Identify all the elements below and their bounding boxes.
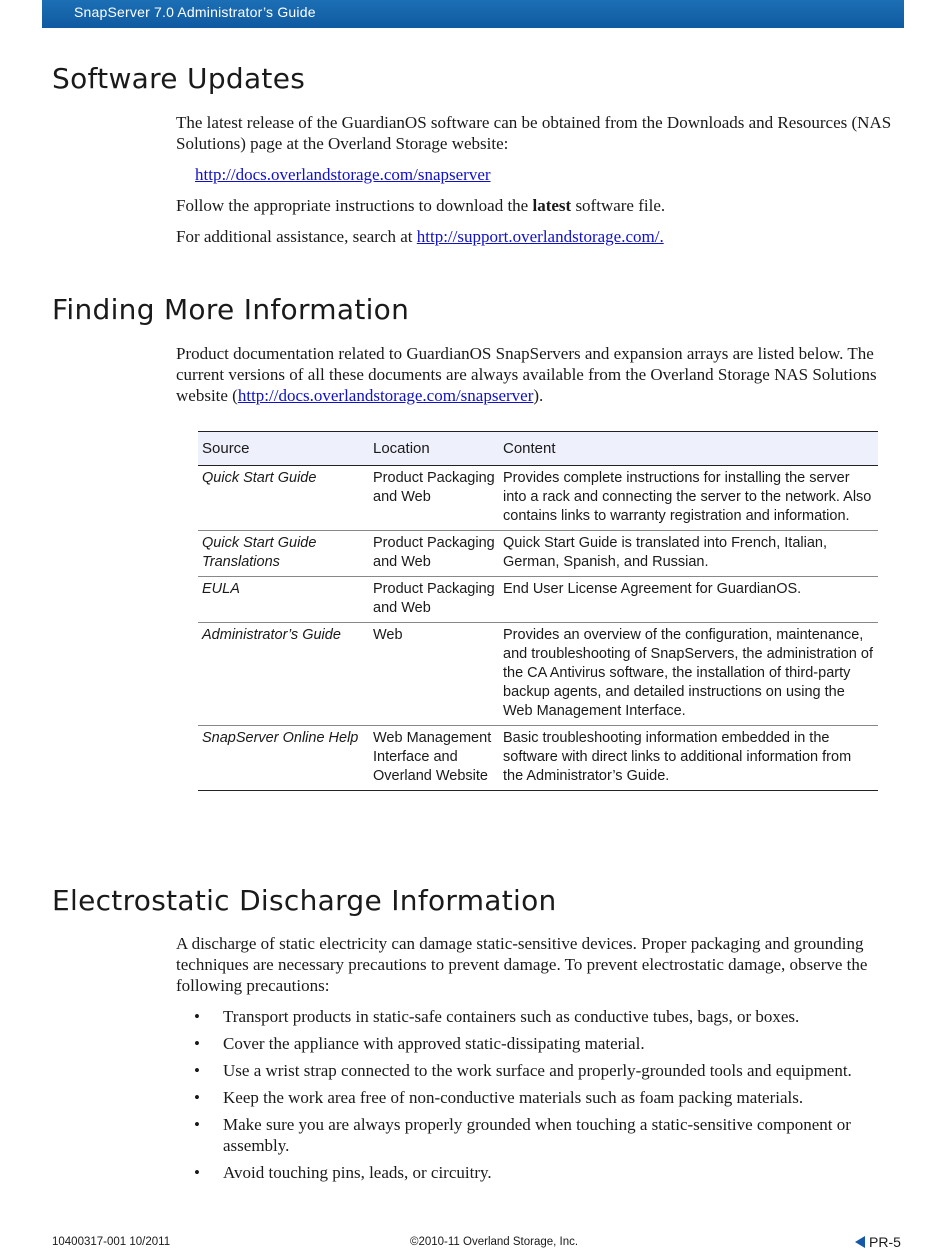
list-item-text: Make sure you are always properly grounded when touching a static-sensitive component or assembly. — [223, 1115, 851, 1155]
list-item-text: Cover the appliance with approved static-dissipating material. — [223, 1034, 645, 1053]
download-text-1: Follow the appropriate instructions to download the — [176, 196, 533, 215]
list-item-text: Use a wrist strap connected to the work surface and properly-grounded tools and equipment. — [223, 1061, 852, 1080]
document-title: SnapServer 7.0 Administrator’s Guide — [74, 4, 316, 20]
download-text-bold: latest — [532, 196, 572, 215]
table-row — [198, 531, 878, 577]
heading-finding-more-information: Finding More Information — [52, 293, 410, 326]
list-item — [176, 1060, 906, 1081]
list-item-text: Keep the work area free of non-conductive materials such as foam packing materials. — [223, 1088, 804, 1107]
table-cell-content: Provides an overview of the configuration, maintenance, and troubleshooting of SnapServers, the administration of the CA Antivirus software, the installation of third-party backup agents, and detailed instructions on using the Web Management Interface. — [499, 623, 878, 726]
header-bar — [42, 0, 904, 28]
list-item — [176, 1087, 906, 1108]
list-item — [176, 1033, 906, 1054]
table-cell-location: Web — [369, 623, 499, 726]
list-item — [176, 1006, 906, 1027]
table-cell-location: Web Management Interface and Overland Website — [369, 726, 499, 791]
heading-electrostatic-discharge: Electrostatic Discharge Information — [52, 884, 557, 917]
table-cell-location: Product Packaging and Web — [369, 466, 499, 531]
table-cell-source: SnapServer Online Help — [198, 726, 369, 791]
page-number: PR-5 — [869, 1234, 901, 1250]
previous-page-icon[interactable] — [855, 1236, 865, 1248]
table-row — [198, 577, 878, 623]
list-item — [176, 1114, 906, 1156]
column-header-source: Source — [198, 432, 369, 466]
software-updates-paragraph: The latest release of the GuardianOS software can be obtained from the Downloads and Resources (NAS Solutions) page at the Overland Storage website: — [176, 113, 892, 153]
footer-page-nav[interactable] — [855, 1234, 901, 1250]
table-cell-source: EULA — [198, 577, 369, 623]
table-cell-content: Basic troubleshooting information embedded in the software with direct links to additional information from the Administrator’s Guide. — [499, 726, 878, 791]
download-instructions — [176, 195, 898, 216]
table-cell-source: Administrator’s Guide — [198, 623, 369, 726]
esd-paragraph: A discharge of static electricity can damage static-sensitive devices. Proper packaging and grounding techniques are necessary precautions to prevent damage. To prevent electrostatic damage, observe the following precautions: — [176, 934, 868, 995]
docs-link[interactable]: http://docs.overlandstorage.com/snapserver — [195, 165, 491, 184]
download-text-2: software file. — [571, 196, 666, 215]
table-cell-content: Provides complete instructions for installing the server into a rack and connecting the server to the network. Also contains links to warranty registration and information. — [499, 466, 878, 531]
table-header-row — [198, 432, 878, 466]
support-link[interactable]: http://support.overlandstorage.com/. — [416, 227, 664, 246]
table-row — [198, 726, 878, 791]
docs-link-paragraph — [195, 164, 917, 185]
bullet-icon: • — [194, 1034, 200, 1053]
table-cell-content: End User License Agreement for GuardianOS. — [499, 577, 878, 623]
nas-solutions-link[interactable]: http://docs.overlandstorage.com/snapserver — [237, 386, 534, 405]
assistance-text: For additional assistance, search at — [176, 227, 417, 246]
list-item — [176, 1162, 906, 1183]
column-header-content: Content — [499, 432, 878, 466]
precautions-list — [176, 1006, 906, 1189]
table-cell-content: Quick Start Guide is translated into French, Italian, German, Spanish, and Russian. — [499, 531, 878, 577]
finding-info-paragraph — [176, 343, 898, 406]
bullet-icon: • — [194, 1115, 200, 1134]
list-item-text: Avoid touching pins, leads, or circuitry. — [223, 1163, 492, 1182]
table-row — [198, 623, 878, 726]
documentation-table — [198, 431, 878, 791]
finding-info-text-1: Product documentation related to GuardianOS SnapServers and expansion arrays are listed below. The current versions of all these documents are always available from the Overland Storage NAS Solutions website ( — [176, 344, 877, 405]
table-cell-location: Product Packaging and Web — [369, 577, 499, 623]
table-cell-location: Product Packaging and Web — [369, 531, 499, 577]
assistance-paragraph — [176, 226, 898, 247]
heading-software-updates: Software Updates — [52, 62, 306, 95]
table-cell-source: Quick Start Guide — [198, 466, 369, 531]
table-cell-source: Quick Start Guide Translations — [198, 531, 369, 577]
bullet-icon: • — [194, 1061, 200, 1080]
bullet-icon: • — [194, 1088, 200, 1107]
column-header-location: Location — [369, 432, 499, 466]
bullet-icon: • — [194, 1007, 200, 1026]
footer-doc-number: 10400317-001 10/2011 — [52, 1236, 171, 1248]
bullet-icon: • — [194, 1163, 200, 1182]
list-item-text: Transport products in static-safe containers such as conductive tubes, bags, or boxes. — [223, 1007, 800, 1026]
finding-info-text-2: ). — [533, 386, 544, 405]
table-row — [198, 466, 878, 531]
footer-copyright: ©2010-11 Overland Storage, Inc. — [410, 1236, 579, 1248]
